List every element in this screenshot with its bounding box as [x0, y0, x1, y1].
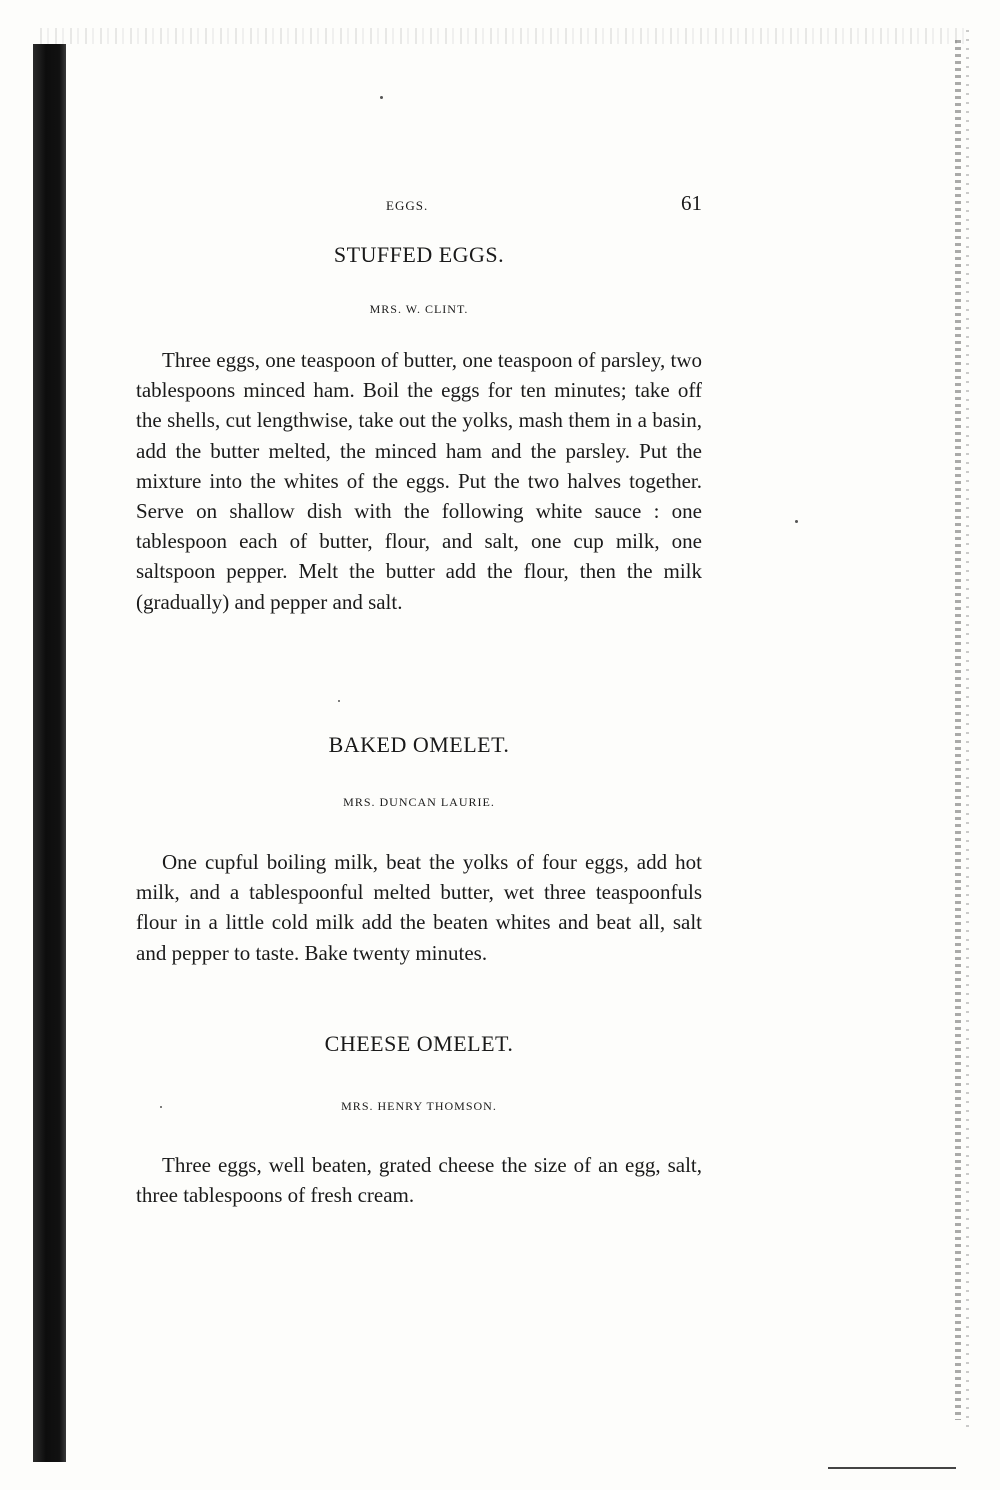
running-head-title: EGGS.: [386, 198, 429, 213]
recipe-title: CHEESE OMELET.: [324, 1031, 514, 1056]
bottom-rule: [828, 1467, 956, 1469]
recipe-author: MRS. HENRY THOMSON.: [341, 1099, 497, 1113]
page-top-edge: [40, 28, 970, 44]
recipe-text: Three eggs, well beaten, grated cheese the size of an egg, salt, three tablespoons of fresh cream.: [136, 1153, 702, 1208]
recipe-title: STUFFED EGGS.: [333, 242, 505, 267]
running-head: [136, 191, 702, 218]
book-binding-shadow: [33, 44, 66, 1462]
recipe-text: Three eggs, one teaspoon of butter, one teaspoon of parsley, two tablespoons minced ham. Boil the eggs for ten minutes; take off the shells, cut lengthwise, take out the yolks, mash them in a basin, add the butter melted, the minced ham and the parsley. Put the mixture into the whites of the eggs. Put the two halves together. Serve on shallow dish with the following white sauce : one tablespoon each of butter, flour, and salt, one cup milk, one saltspoon pepper. Melt the butter add the flour, then the milk (gradually) and pepper and salt.: [136, 348, 702, 614]
page-right-edge: [955, 40, 961, 1420]
page-right-edge-outer: [966, 30, 969, 1430]
page-number: 61: [681, 191, 702, 215]
recipe-author: MRS. W. CLINT.: [369, 302, 469, 316]
recipe-title: BAKED OMELET.: [328, 732, 510, 757]
ink-speck: [338, 700, 340, 702]
recipe-text: One cupful boiling milk, beat the yolks of four eggs, add hot milk, and a tablespoonful melted butter, wet three teaspoonfuls flour in a little cold milk add the beaten whites and beat all, salt and pepper to taste. Bake twenty minutes.: [136, 850, 702, 965]
ink-speck: [380, 96, 383, 99]
recipe-author: MRS. DUNCAN LAURIE.: [343, 795, 495, 809]
ink-speck: [795, 520, 798, 523]
